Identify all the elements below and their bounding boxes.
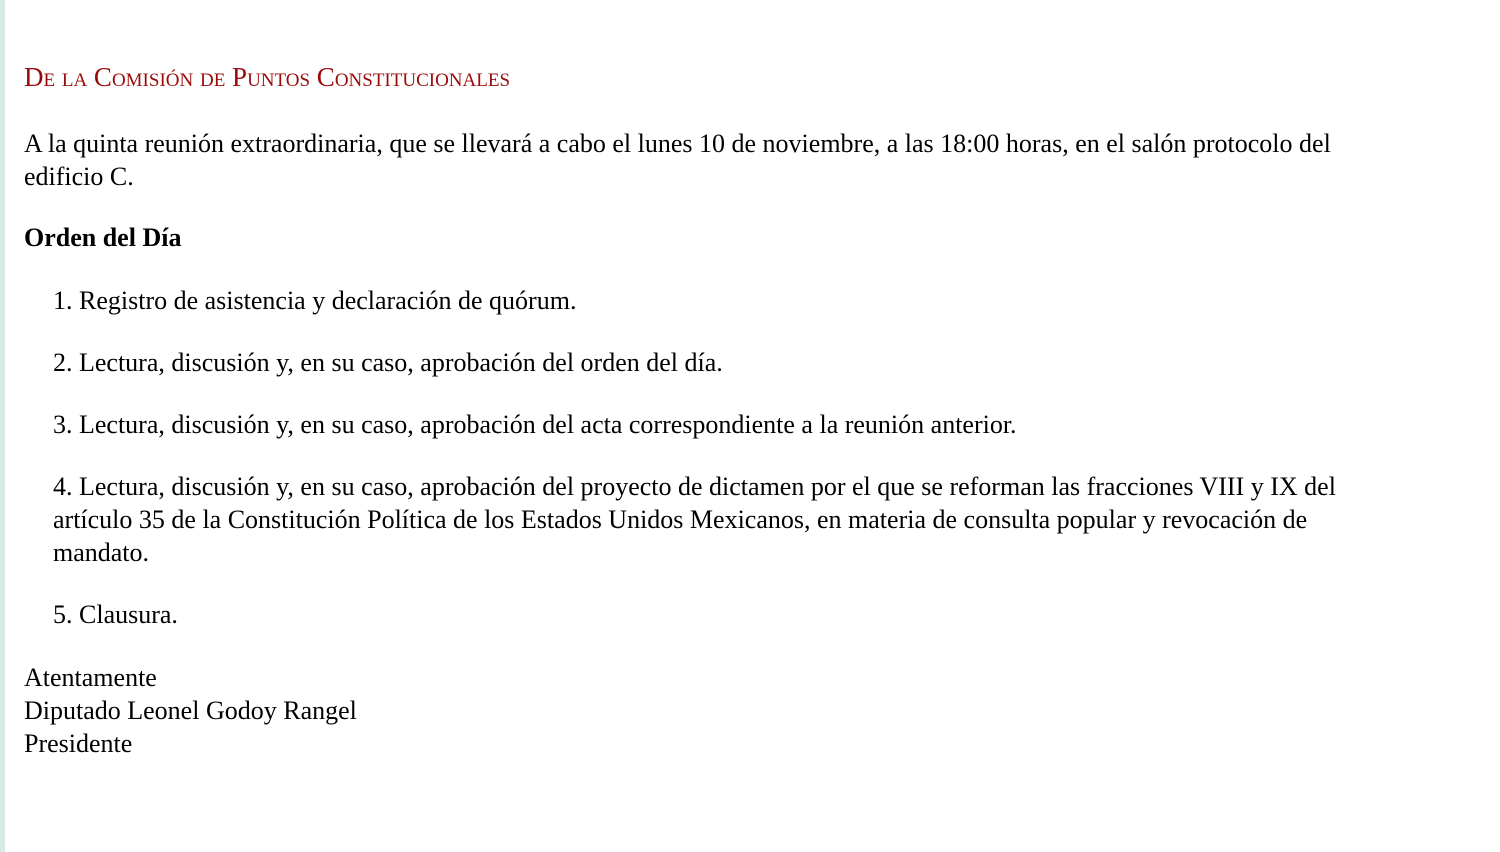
signature-block	[24, 661, 357, 760]
agenda-item: 2. Lectura, discusión y, en su caso, aprobación del orden del día.	[53, 348, 723, 377]
signature-closing: Atentamente	[24, 663, 157, 692]
agenda-item: 4. Lectura, discusión y, en su caso, aprobación del proyecto de dictamen por el que se reforman las fracciones VIII y IX del artículo 35 de la Constitución Política de los Estados Unidos Mexicanos, en materia de consulta popular y revocación de mandato.	[53, 472, 1336, 567]
agenda-title: Orden del Día	[24, 223, 182, 252]
agenda-item: 3. Lectura, discusión y, en su caso, aprobación del acta correspondiente a la reunión anterior.	[53, 410, 1017, 439]
section-heading: De la Comisión de Puntos Constitucionales	[24, 62, 511, 92]
intro-paragraph: A la quinta reunión extraordinaria, que se llevará a cabo el lunes 10 de noviembre, a las 18:00 horas, en el salón protocolo del edificio C.	[24, 129, 1331, 191]
signature-title: Presidente	[24, 729, 133, 758]
signature-name: Diputado Leonel Godoy Rangel	[24, 696, 357, 725]
agenda-item: 1. Registro de asistencia y declaración de quórum.	[53, 286, 577, 315]
agenda-item: 5. Clausura.	[53, 600, 178, 629]
left-border	[0, 0, 5, 852]
agenda-list	[53, 284, 1369, 660]
